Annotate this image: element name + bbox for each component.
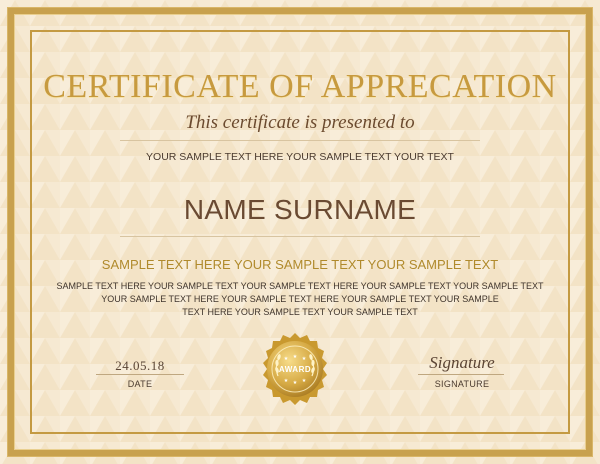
date-label: DATE [127,379,153,389]
svg-text:★: ★ [292,380,298,386]
svg-text:★: ★ [301,378,307,384]
svg-text:★: ★ [292,354,298,360]
recipient-name: NAME SURNAME [183,194,417,225]
certificate-title: CERTIFICATE OF APPRECATION [43,68,557,105]
svg-text:★: ★ [283,378,289,384]
signature-label: SIGNATURE [434,379,490,389]
signature-script: Signature [429,353,495,372]
body-line-1: SAMPLE TEXT HERE YOUR SAMPLE TEXT YOUR SAMPLE TEXT HERE YOUR SAMPLE TEXT YOUR SAMPLE TEXT [56,281,544,291]
signature-line [418,374,504,375]
date-line [96,374,184,375]
divider-top [120,140,480,141]
svg-text:★: ★ [283,356,289,362]
body-paragraph [0,280,600,319]
body-line-2: YOUR SAMPLE TEXT HERE YOUR SAMPLE TEXT HERE YOUR SAMPLE TEXT YOUR SAMPLE [101,294,499,304]
highlight-text: SAMPLE TEXT HERE YOUR SAMPLE TEXT YOUR SAMPLE TEXT [101,257,499,272]
date-value: 24.05.18 [115,358,165,373]
seal-award-text: AWARD [278,365,312,374]
intro-text: YOUR SAMPLE TEXT HERE YOUR SAMPLE TEXT YOUR TEXT [146,151,454,163]
svg-text:★: ★ [301,356,307,362]
presented-to-line: This certificate is presented to [185,112,415,133]
body-line-3: TEXT HERE YOUR SAMPLE TEXT YOUR SAMPLE TEXT [182,307,418,317]
divider-bottom [120,236,480,237]
